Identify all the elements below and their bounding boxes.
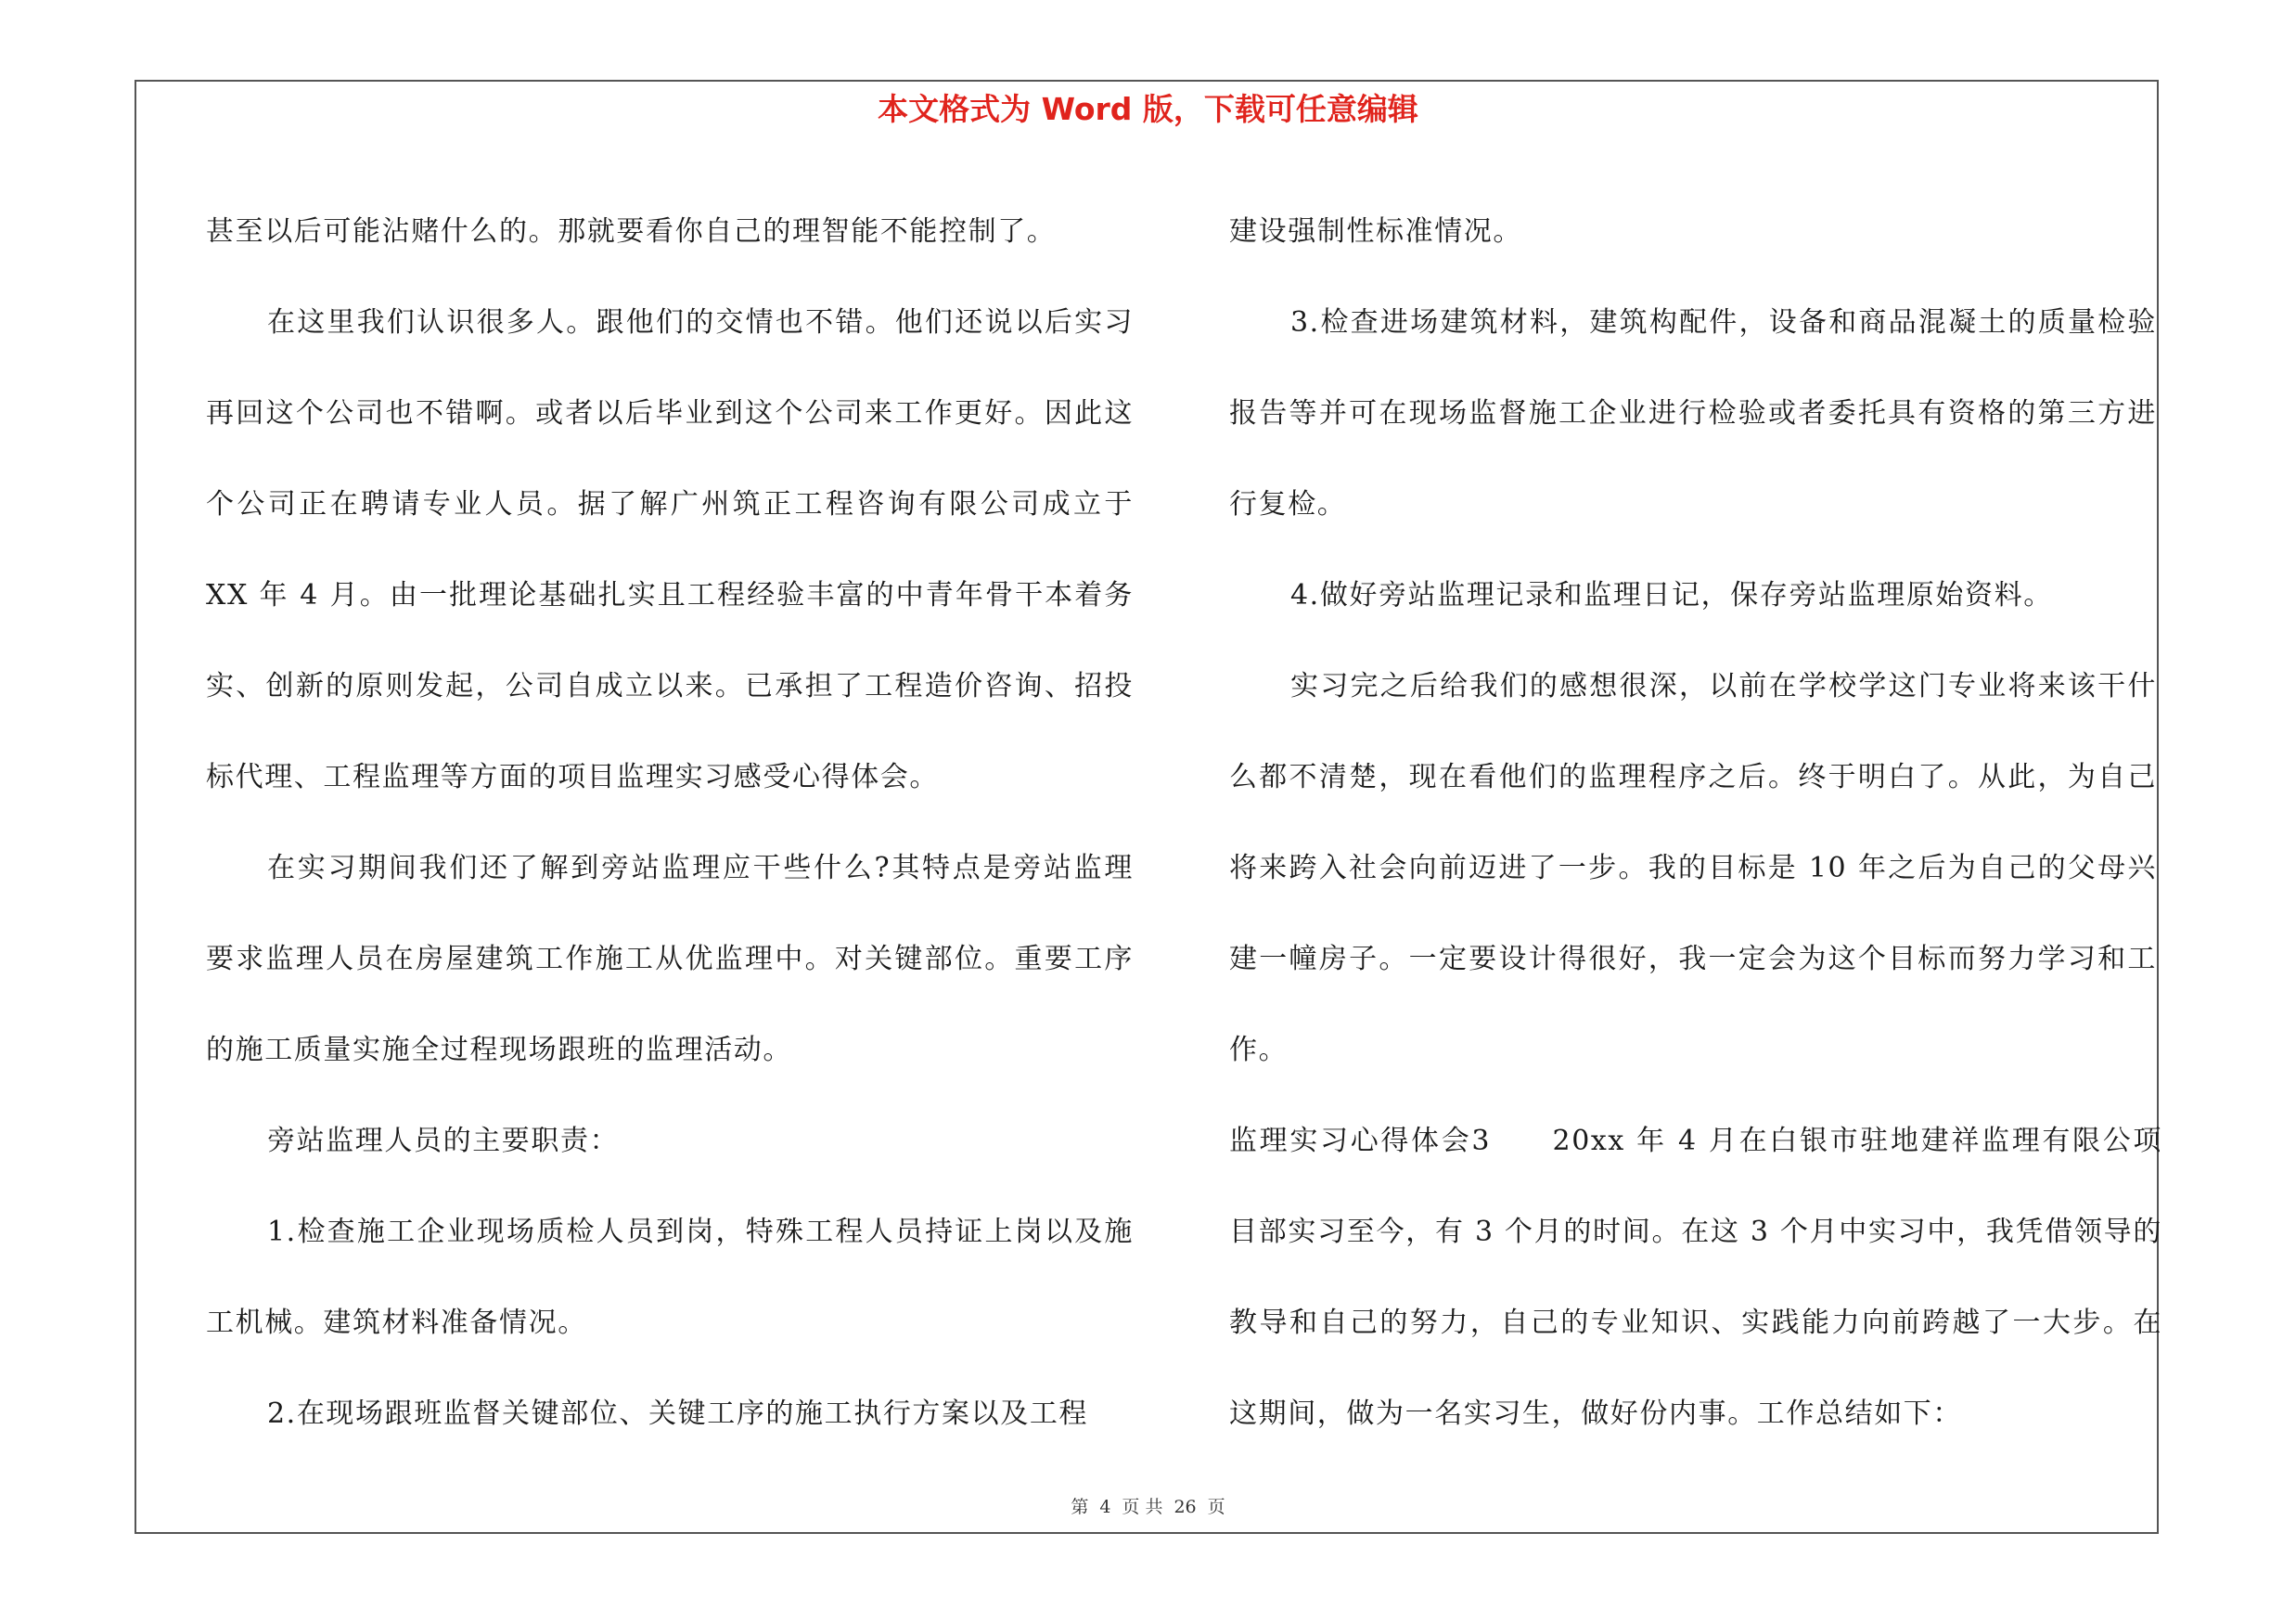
paragraph-duties-heading: 旁站监理人员的主要职责：: [267, 1125, 620, 1157]
paragraph-experience-3: 监理实习心得体会3 20xx 年 4 月在白银市驻地建祥监理有限公项目部实习至今，有 3 个月的时间。在这 3 个月中实习中，我凭借领导的教导和自己的努力，自己的专业知识、实践能力向前跨越了一大步。在这期间，做为一名实习生，做好份内事。工作总结如下：: [1229, 1125, 2162, 1430]
page-number-footer: [0, 1496, 2296, 1518]
paragraph-duty-4: 4.做好旁站监理记录和监理日记，保存旁站监理原始资料。: [1290, 579, 2053, 612]
left-text-column: [206, 187, 1134, 1460]
footer-current-page: 4: [1099, 1497, 1111, 1517]
right-text-column: [1229, 187, 2162, 1460]
paragraph-continued: 甚至以后可能沾赌什么的。那就要看你自己的理智能不能控制了。: [206, 215, 1057, 248]
editable-notice-banner: 本文格式为 Word 版，下载可任意编辑: [878, 91, 1418, 127]
footer-suffix: 页: [1207, 1497, 1225, 1517]
footer-total-pages: 26: [1174, 1497, 1197, 1517]
paragraph-duty-2-continued: 建设强制性标准情况。: [1229, 215, 1522, 248]
paragraph-duty-3: 3.检查进场建筑材料，建筑构配件，设备和商品混凝土的质量检验报告等并可在现场监督施工企业进行检验或者委托具有资格的第三方进行复检。: [1229, 306, 2157, 521]
paragraph-duty-2: 2.在现场跟班监督关键部位、关键工序的施工执行方案以及工程: [267, 1398, 1089, 1430]
paragraph-company-intro: 在这里我们认识很多人。跟他们的交情也不错。他们还说以后实习再回这个公司也不错啊。或者以后毕业到这个公司来工作更好。因此这个公司正在聘请专业人员。据了解广州筑正工程咨询有限公司成立于 XX 年 4 月。由一批理论基础扎实且工程经验丰富的中青年骨干本着务实、创新的原则发起，公司自成立以来。已承担了工程造价咨询、招投标代理、工程监理等方面的项目监理实习感受心得体会。: [206, 306, 1134, 793]
paragraph-duty-1: 1.检查施工企业现场质检人员到岗，特殊工程人员持证上岗以及施工机械。建筑材料准备情况。: [206, 1216, 1134, 1339]
paragraph-reflection: 实习完之后给我们的感想很深，以前在学校学这门专业将来该干什么都不清楚，现在看他们的监理程序之后。终于明白了。从此，为自己将来跨入社会向前迈进了一步。我的目标是 10 年之后为自己的父母兴建一幢房子。一定要设计得很好，我一定会为这个目标而努力学习和工作。: [1229, 670, 2157, 1066]
footer-prefix: 第: [1071, 1497, 1089, 1517]
footer-middle: 页 共: [1122, 1497, 1163, 1517]
paragraph-supervision-intro: 在实习期间我们还了解到旁站监理应干些什么?其特点是旁站监理要求监理人员在房屋建筑工作施工从优监理中。对关键部位。重要工序的施工质量实施全过程现场跟班的监理活动。: [206, 852, 1134, 1066]
